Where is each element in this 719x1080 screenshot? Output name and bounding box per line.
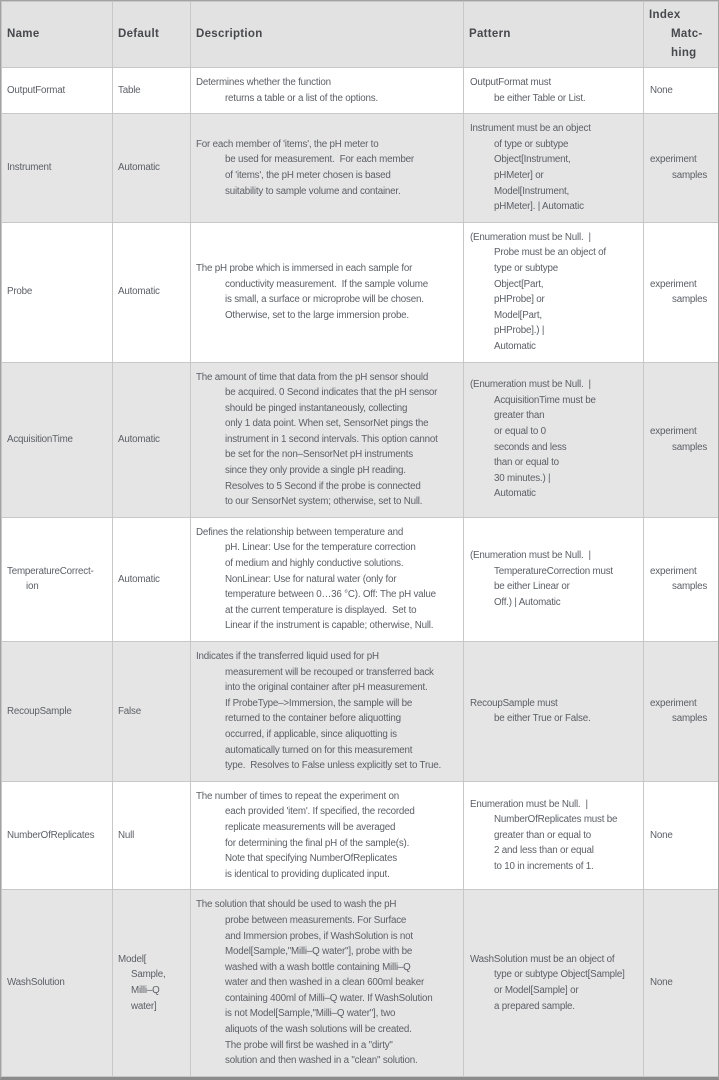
table-row-recoupsample	[2, 642, 719, 782]
cell-pattern: (Enumeration must be Null. | TemperatureCorrection must be either Linear or Off.) | Automatic	[464, 517, 644, 641]
cell-index_matching: experiment samples	[644, 517, 719, 641]
cell-name: TemperatureCorrect- ion	[2, 517, 113, 641]
cell-name: OutputFormat	[2, 68, 113, 114]
parameter-table	[1, 1, 719, 1077]
cell-index_matching: None	[644, 781, 719, 890]
table-row-washsolution	[2, 890, 719, 1077]
cell-pattern: RecoupSample must be either True or False.	[464, 642, 644, 782]
cell-index_matching: experiment samples	[644, 642, 719, 782]
cell-index_matching: experiment samples	[644, 362, 719, 517]
cell-default: False	[113, 642, 191, 782]
table-header	[2, 2, 719, 68]
cell-default: Table	[113, 68, 191, 114]
column-header-index_matching: Index Matc- hing	[644, 2, 719, 68]
cell-default: Automatic	[113, 114, 191, 223]
cell-default: Automatic	[113, 222, 191, 362]
cell-name: NumberOfReplicates	[2, 781, 113, 890]
table-row-acquisitiontime	[2, 362, 719, 517]
cell-name: WashSolution	[2, 890, 113, 1077]
cell-description: Indicates if the transferred liquid used for pH measurement will be recouped or transferred back into the original container after pH measurement. If ProbeType–>Immersion, the sample will be returned to the container before aliquotting occurred, if applicable, since aliquotting is automatically turned on for this measurement type. Resolves to False unless explicitly set to True.	[191, 642, 464, 782]
cell-index_matching: experiment samples	[644, 222, 719, 362]
table-row-instrument	[2, 114, 719, 223]
cell-description: For each member of 'items', the pH meter to be used for measurement. For each member of 'items', the pH meter chosen is based suitability to sample volume and container.	[191, 114, 464, 223]
cell-pattern: WashSolution must be an object of type or subtype Object[Sample] or Model[Sample] or a prepared sample.	[464, 890, 644, 1077]
table-row-probe	[2, 222, 719, 362]
header-row	[2, 2, 719, 68]
cell-description: Determines whether the function returns a table or a list of the options.	[191, 68, 464, 114]
column-header-description: Description	[191, 2, 464, 68]
table-row-temperaturecorrection	[2, 517, 719, 641]
cell-default: Null	[113, 781, 191, 890]
column-header-default: Default	[113, 2, 191, 68]
cell-default: Model[ Sample, Milli–Q water]	[113, 890, 191, 1077]
cell-index_matching: None	[644, 890, 719, 1077]
cell-index_matching: None	[644, 68, 719, 114]
cell-pattern: Enumeration must be Null. | NumberOfReplicates must be greater than or equal to 2 and less than or equal to 10 in increments of 1.	[464, 781, 644, 890]
table-row-numberofreplicates	[2, 781, 719, 890]
column-header-pattern: Pattern	[464, 2, 644, 68]
table-body	[2, 68, 719, 1077]
cell-name: Probe	[2, 222, 113, 362]
cell-default: Automatic	[113, 517, 191, 641]
column-header-name: Name	[2, 2, 113, 68]
cell-name: Instrument	[2, 114, 113, 223]
cell-description: The number of times to repeat the experiment on each provided 'item'. If specified, the recorded replicate measurements will be averaged for determining the final pH of the sample(s). Note that specifying NumberOfReplicates is identical to providing duplicated input.	[191, 781, 464, 890]
cell-description: The pH probe which is immersed in each sample for conductivity measurement. If the sample volume is small, a surface or microprobe will be chosen. Otherwise, set to the large immersion probe.	[191, 222, 464, 362]
cell-name: RecoupSample	[2, 642, 113, 782]
cell-name: AcquisitionTime	[2, 362, 113, 517]
cell-pattern: (Enumeration must be Null. | Probe must be an object of type or subtype Object[Part, pHProbe] or Model[Part, pHProbe].) | Automatic	[464, 222, 644, 362]
table-row-outputformat	[2, 68, 719, 114]
cell-pattern: OutputFormat must be either Table or List.	[464, 68, 644, 114]
cell-default: Automatic	[113, 362, 191, 517]
cell-description: The solution that should be used to wash the pH probe between measurements. For Surface and Immersion probes, if WashSolution is not Model[Sample,"Milli–Q water"], probe with be washed with a wash bottle containing Milli–Q water and then washed in a clean 600ml beaker containing 400ml of Milli–Q water. If WashSolution is not Model[Sample,"Milli–Q water"], two aliquots of the wash solutions will be created. The probe will first be washed in a "dirty" solution and then washed in a "clean" solution.	[191, 890, 464, 1077]
cell-pattern: Instrument must be an object of type or subtype Object[Instrument, pHMeter] or Model[Instrument, pHMeter]. | Automatic	[464, 114, 644, 223]
cell-description: Defines the relationship between temperature and pH. Linear: Use for the temperature correction of medium and highly conductive solutions. NonLinear: Use for natural water (only for temperature between 0…36 °C). Off: The pH value at the current temperature is displayed. Set to Linear if the instrument is capable; otherwise, Null.	[191, 517, 464, 641]
cell-pattern: (Enumeration must be Null. | AcquisitionTime must be greater than or equal to 0 seconds and less than or equal to 30 minutes.) | Automatic	[464, 362, 644, 517]
cell-index_matching: experiment samples	[644, 114, 719, 223]
cell-description: The amount of time that data from the pH sensor should be acquired. 0 Second indicates that the pH sensor should be pinged instantaneously, collecting only 1 data point. When set, SensorNet pings the instrument in 1 second intervals. This option cannot be set for the non–SensorNet pH instruments since they only provide a single pH reading. Resolves to 5 Second if the probe is connected to our SensorNet system; otherwise, set to Null.	[191, 362, 464, 517]
